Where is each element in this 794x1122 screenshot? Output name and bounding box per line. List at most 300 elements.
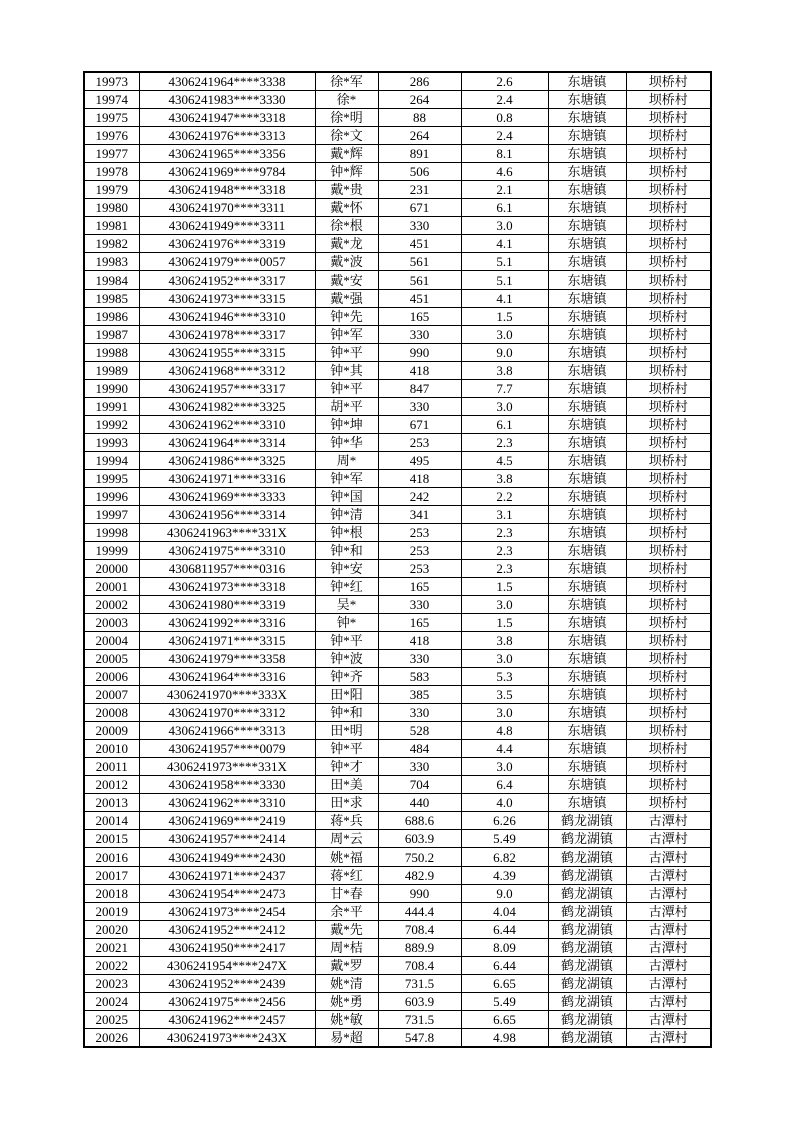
- table-row: [84, 487, 711, 505]
- cell-masked-name: 钟*平: [315, 379, 378, 397]
- cell-amount-value: 731.5: [378, 974, 461, 992]
- cell-amount-value: 418: [378, 632, 461, 650]
- cell-masked-id-number: 4306241962****3310: [139, 794, 315, 812]
- cell-village-name: 坝桥村: [626, 145, 711, 163]
- cell-masked-name: 姚*敏: [315, 1010, 378, 1028]
- table-row: [84, 794, 711, 812]
- table-row: [84, 91, 711, 109]
- cell-serial-number: 20003: [84, 614, 139, 632]
- cell-serial-number: 20019: [84, 902, 139, 920]
- cell-amount-value: 561: [378, 271, 461, 289]
- cell-amount-value: 990: [378, 343, 461, 361]
- cell-town-name: 东塘镇: [548, 199, 626, 217]
- cell-village-name: 坝桥村: [626, 686, 711, 704]
- cell-masked-id-number: 4306241957****3317: [139, 379, 315, 397]
- cell-town-name: 东塘镇: [548, 614, 626, 632]
- table-row: [84, 938, 711, 956]
- table-row: [84, 884, 711, 902]
- cell-masked-name: 姚*清: [315, 974, 378, 992]
- cell-masked-name: 钟*: [315, 614, 378, 632]
- cell-area-value: 5.49: [461, 830, 548, 848]
- cell-masked-name: 田*求: [315, 794, 378, 812]
- cell-village-name: 古潭村: [626, 938, 711, 956]
- cell-village-name: 坝桥村: [626, 668, 711, 686]
- cell-masked-name: 钟*和: [315, 704, 378, 722]
- cell-amount-value: 330: [378, 217, 461, 235]
- cell-area-value: 2.4: [461, 127, 548, 145]
- cell-serial-number: 19992: [84, 415, 139, 433]
- cell-village-name: 坝桥村: [626, 704, 711, 722]
- cell-amount-value: 418: [378, 361, 461, 379]
- cell-village-name: 坝桥村: [626, 397, 711, 415]
- cell-serial-number: 19991: [84, 397, 139, 415]
- table-row: [84, 145, 711, 163]
- cell-masked-id-number: 4306241973****331X: [139, 758, 315, 776]
- cell-masked-name: 戴*贵: [315, 181, 378, 199]
- cell-area-value: 4.39: [461, 866, 548, 884]
- cell-masked-name: 周*桔: [315, 938, 378, 956]
- cell-masked-id-number: 4306241952****3317: [139, 271, 315, 289]
- cell-amount-value: 704: [378, 776, 461, 794]
- table-row: [84, 686, 711, 704]
- cell-area-value: 3.0: [461, 596, 548, 614]
- cell-amount-value: 750.2: [378, 848, 461, 866]
- cell-area-value: 3.0: [461, 704, 548, 722]
- cell-village-name: 古潭村: [626, 992, 711, 1010]
- cell-village-name: 坝桥村: [626, 307, 711, 325]
- cell-amount-value: 561: [378, 253, 461, 271]
- cell-amount-value: 231: [378, 181, 461, 199]
- cell-area-value: 4.04: [461, 902, 548, 920]
- cell-amount-value: 889.9: [378, 938, 461, 956]
- cell-masked-id-number: 4306241975****2456: [139, 992, 315, 1010]
- cell-masked-name: 周*云: [315, 830, 378, 848]
- cell-village-name: 坝桥村: [626, 163, 711, 181]
- cell-masked-name: 戴*辉: [315, 145, 378, 163]
- table-row: [84, 469, 711, 487]
- cell-serial-number: 20023: [84, 974, 139, 992]
- cell-area-value: 8.09: [461, 938, 548, 956]
- cell-area-value: 4.1: [461, 289, 548, 307]
- cell-amount-value: 444.4: [378, 902, 461, 920]
- table-row: [84, 812, 711, 830]
- cell-masked-name: 戴*先: [315, 920, 378, 938]
- cell-area-value: 6.44: [461, 920, 548, 938]
- cell-village-name: 坝桥村: [626, 523, 711, 541]
- cell-amount-value: 495: [378, 451, 461, 469]
- table-row: [84, 379, 711, 397]
- cell-serial-number: 20018: [84, 884, 139, 902]
- cell-town-name: 东塘镇: [548, 578, 626, 596]
- cell-serial-number: 19974: [84, 91, 139, 109]
- cell-village-name: 坝桥村: [626, 578, 711, 596]
- cell-town-name: 鹤龙湖镇: [548, 974, 626, 992]
- cell-town-name: 鹤龙湖镇: [548, 848, 626, 866]
- cell-serial-number: 19975: [84, 109, 139, 127]
- cell-area-value: 6.44: [461, 956, 548, 974]
- cell-area-value: 4.1: [461, 235, 548, 253]
- table-row: [84, 235, 711, 253]
- cell-village-name: 坝桥村: [626, 433, 711, 451]
- cell-masked-id-number: 4306241952****2439: [139, 974, 315, 992]
- table-row: [84, 1010, 711, 1028]
- cell-town-name: 东塘镇: [548, 325, 626, 343]
- cell-amount-value: 253: [378, 559, 461, 577]
- cell-area-value: 6.82: [461, 848, 548, 866]
- cell-masked-id-number: 4306241950****2417: [139, 938, 315, 956]
- cell-area-value: 2.3: [461, 541, 548, 559]
- cell-amount-value: 484: [378, 740, 461, 758]
- table-row: [84, 199, 711, 217]
- cell-masked-id-number: 4306241973****2454: [139, 902, 315, 920]
- table-row: [84, 956, 711, 974]
- cell-town-name: 东塘镇: [548, 307, 626, 325]
- cell-area-value: 3.8: [461, 469, 548, 487]
- cell-masked-id-number: 4306241965****3356: [139, 145, 315, 163]
- table-row: [84, 848, 711, 866]
- cell-masked-id-number: 4306241954****247X: [139, 956, 315, 974]
- cell-masked-id-number: 4306241954****2473: [139, 884, 315, 902]
- cell-area-value: 8.1: [461, 145, 548, 163]
- cell-masked-name: 钟*先: [315, 307, 378, 325]
- cell-town-name: 东塘镇: [548, 163, 626, 181]
- cell-town-name: 鹤龙湖镇: [548, 884, 626, 902]
- cell-village-name: 坝桥村: [626, 217, 711, 235]
- cell-masked-name: 钟*才: [315, 758, 378, 776]
- table-row: [84, 722, 711, 740]
- cell-serial-number: 20002: [84, 596, 139, 614]
- cell-masked-id-number: 4306241969****3333: [139, 487, 315, 505]
- cell-masked-name: 徐*军: [315, 72, 378, 91]
- cell-amount-value: 418: [378, 469, 461, 487]
- cell-town-name: 鹤龙湖镇: [548, 938, 626, 956]
- cell-masked-name: 钟*波: [315, 650, 378, 668]
- table-row: [84, 596, 711, 614]
- cell-masked-name: 钟*军: [315, 469, 378, 487]
- cell-village-name: 坝桥村: [626, 109, 711, 127]
- cell-masked-id-number: 4306241957****0079: [139, 740, 315, 758]
- cell-masked-name: 周*: [315, 451, 378, 469]
- cell-masked-name: 钟*华: [315, 433, 378, 451]
- cell-masked-id-number: 4306241969****2419: [139, 812, 315, 830]
- cell-area-value: 2.6: [461, 72, 548, 91]
- cell-area-value: 6.26: [461, 812, 548, 830]
- cell-amount-value: 731.5: [378, 1010, 461, 1028]
- cell-amount-value: 242: [378, 487, 461, 505]
- table-row: [84, 289, 711, 307]
- cell-town-name: 东塘镇: [548, 235, 626, 253]
- cell-town-name: 东塘镇: [548, 397, 626, 415]
- cell-serial-number: 20005: [84, 650, 139, 668]
- table-row: [84, 614, 711, 632]
- cell-village-name: 坝桥村: [626, 632, 711, 650]
- cell-serial-number: 20015: [84, 830, 139, 848]
- cell-masked-name: 戴*强: [315, 289, 378, 307]
- table-row: [84, 974, 711, 992]
- table-row: [84, 415, 711, 433]
- cell-masked-id-number: 4306241979****0057: [139, 253, 315, 271]
- table-row: [84, 505, 711, 523]
- cell-serial-number: 19979: [84, 181, 139, 199]
- cell-area-value: 2.4: [461, 91, 548, 109]
- cell-serial-number: 20013: [84, 794, 139, 812]
- cell-serial-number: 19995: [84, 469, 139, 487]
- cell-serial-number: 19980: [84, 199, 139, 217]
- cell-masked-id-number: 4306241971****3316: [139, 469, 315, 487]
- cell-serial-number: 20025: [84, 1010, 139, 1028]
- cell-serial-number: 19982: [84, 235, 139, 253]
- cell-village-name: 坝桥村: [626, 91, 711, 109]
- table-row: [84, 920, 711, 938]
- cell-town-name: 东塘镇: [548, 181, 626, 199]
- cell-village-name: 古潭村: [626, 830, 711, 848]
- cell-masked-name: 钟*和: [315, 541, 378, 559]
- cell-town-name: 东塘镇: [548, 72, 626, 91]
- cell-serial-number: 20007: [84, 686, 139, 704]
- cell-village-name: 古潭村: [626, 812, 711, 830]
- cell-masked-id-number: 4306241970****3311: [139, 199, 315, 217]
- cell-masked-name: 戴*罗: [315, 956, 378, 974]
- cell-serial-number: 19997: [84, 505, 139, 523]
- cell-masked-id-number: 4306241973****3315: [139, 289, 315, 307]
- cell-masked-name: 钟*国: [315, 487, 378, 505]
- cell-masked-id-number: 4306241962****3310: [139, 415, 315, 433]
- table-row: [84, 163, 711, 181]
- cell-town-name: 东塘镇: [548, 794, 626, 812]
- cell-masked-id-number: 4306241969****9784: [139, 163, 315, 181]
- cell-village-name: 坝桥村: [626, 325, 711, 343]
- table-row: [84, 271, 711, 289]
- cell-amount-value: 88: [378, 109, 461, 127]
- cell-village-name: 坝桥村: [626, 415, 711, 433]
- cell-village-name: 坝桥村: [626, 541, 711, 559]
- cell-village-name: 坝桥村: [626, 271, 711, 289]
- cell-town-name: 东塘镇: [548, 109, 626, 127]
- cell-masked-name: 易*超: [315, 1028, 378, 1047]
- cell-amount-value: 385: [378, 686, 461, 704]
- cell-village-name: 坝桥村: [626, 505, 711, 523]
- cell-town-name: 东塘镇: [548, 668, 626, 686]
- cell-masked-id-number: 4306241968****3312: [139, 361, 315, 379]
- cell-village-name: 坝桥村: [626, 72, 711, 91]
- cell-area-value: 6.65: [461, 974, 548, 992]
- cell-town-name: 东塘镇: [548, 289, 626, 307]
- cell-area-value: 3.5: [461, 686, 548, 704]
- cell-masked-id-number: 4306241964****3314: [139, 433, 315, 451]
- cell-town-name: 东塘镇: [548, 505, 626, 523]
- cell-town-name: 东塘镇: [548, 541, 626, 559]
- cell-serial-number: 20026: [84, 1028, 139, 1047]
- cell-amount-value: 506: [378, 163, 461, 181]
- cell-masked-id-number: 4306241980****3319: [139, 596, 315, 614]
- cell-amount-value: 708.4: [378, 956, 461, 974]
- cell-amount-value: 253: [378, 433, 461, 451]
- cell-town-name: 东塘镇: [548, 91, 626, 109]
- cell-masked-name: 蒋*红: [315, 866, 378, 884]
- cell-village-name: 坝桥村: [626, 181, 711, 199]
- cell-masked-id-number: 4306241983****3330: [139, 91, 315, 109]
- cell-town-name: 鹤龙湖镇: [548, 956, 626, 974]
- cell-masked-name: 钟*平: [315, 740, 378, 758]
- cell-masked-name: 田*阳: [315, 686, 378, 704]
- cell-area-value: 0.8: [461, 109, 548, 127]
- cell-area-value: 7.7: [461, 379, 548, 397]
- cell-serial-number: 19973: [84, 72, 139, 91]
- cell-masked-id-number: 4306241986****3325: [139, 451, 315, 469]
- cell-serial-number: 20024: [84, 992, 139, 1010]
- cell-area-value: 2.3: [461, 433, 548, 451]
- cell-town-name: 东塘镇: [548, 776, 626, 794]
- cell-amount-value: 440: [378, 794, 461, 812]
- cell-village-name: 坝桥村: [626, 559, 711, 577]
- table-row: [84, 866, 711, 884]
- cell-serial-number: 20014: [84, 812, 139, 830]
- cell-area-value: 4.5: [461, 451, 548, 469]
- table-row: [84, 181, 711, 199]
- cell-masked-id-number: 4306241970****3312: [139, 704, 315, 722]
- table-row: [84, 325, 711, 343]
- cell-serial-number: 19999: [84, 541, 139, 559]
- cell-serial-number: 20012: [84, 776, 139, 794]
- cell-serial-number: 20008: [84, 704, 139, 722]
- cell-village-name: 坝桥村: [626, 451, 711, 469]
- cell-amount-value: 482.9: [378, 866, 461, 884]
- cell-masked-name: 钟*其: [315, 361, 378, 379]
- cell-village-name: 坝桥村: [626, 596, 711, 614]
- cell-serial-number: 20016: [84, 848, 139, 866]
- cell-masked-id-number: 4306241976****3319: [139, 235, 315, 253]
- cell-amount-value: 330: [378, 397, 461, 415]
- cell-area-value: 5.3: [461, 668, 548, 686]
- cell-masked-name: 徐*明: [315, 109, 378, 127]
- cell-village-name: 坝桥村: [626, 235, 711, 253]
- cell-serial-number: 20010: [84, 740, 139, 758]
- cell-amount-value: 603.9: [378, 830, 461, 848]
- cell-serial-number: 20001: [84, 578, 139, 596]
- cell-town-name: 鹤龙湖镇: [548, 866, 626, 884]
- cell-village-name: 坝桥村: [626, 289, 711, 307]
- cell-area-value: 9.0: [461, 884, 548, 902]
- cell-serial-number: 19987: [84, 325, 139, 343]
- cell-town-name: 东塘镇: [548, 758, 626, 776]
- cell-masked-name: 钟*齐: [315, 668, 378, 686]
- cell-town-name: 鹤龙湖镇: [548, 1010, 626, 1028]
- cell-area-value: 6.1: [461, 199, 548, 217]
- cell-masked-id-number: 4306241949****3311: [139, 217, 315, 235]
- cell-area-value: 4.6: [461, 163, 548, 181]
- cell-amount-value: 341: [378, 505, 461, 523]
- cell-town-name: 东塘镇: [548, 722, 626, 740]
- cell-masked-id-number: 4306241957****2414: [139, 830, 315, 848]
- cell-amount-value: 264: [378, 91, 461, 109]
- cell-masked-id-number: 4306241976****3313: [139, 127, 315, 145]
- cell-village-name: 坝桥村: [626, 361, 711, 379]
- cell-town-name: 鹤龙湖镇: [548, 992, 626, 1010]
- cell-masked-name: 钟*辉: [315, 163, 378, 181]
- table-row: [84, 307, 711, 325]
- cell-amount-value: 165: [378, 614, 461, 632]
- cell-amount-value: 847: [378, 379, 461, 397]
- table-row: [84, 830, 711, 848]
- cell-serial-number: 20004: [84, 632, 139, 650]
- cell-serial-number: 19989: [84, 361, 139, 379]
- cell-village-name: 坝桥村: [626, 758, 711, 776]
- cell-area-value: 9.0: [461, 343, 548, 361]
- table-row: [84, 253, 711, 271]
- cell-serial-number: 20021: [84, 938, 139, 956]
- cell-village-name: 古潭村: [626, 956, 711, 974]
- cell-area-value: 5.1: [461, 271, 548, 289]
- cell-area-value: 3.8: [461, 361, 548, 379]
- cell-amount-value: 286: [378, 72, 461, 91]
- cell-masked-id-number: 4306241955****3315: [139, 343, 315, 361]
- cell-area-value: 1.5: [461, 614, 548, 632]
- cell-village-name: 坝桥村: [626, 253, 711, 271]
- cell-masked-name: 田*美: [315, 776, 378, 794]
- table-row: [84, 632, 711, 650]
- cell-masked-id-number: 4306241978****3317: [139, 325, 315, 343]
- cell-serial-number: 20022: [84, 956, 139, 974]
- cell-amount-value: 583: [378, 668, 461, 686]
- cell-amount-value: 165: [378, 307, 461, 325]
- cell-serial-number: 19986: [84, 307, 139, 325]
- cell-village-name: 古潭村: [626, 974, 711, 992]
- cell-masked-name: 姚*勇: [315, 992, 378, 1010]
- cell-area-value: 3.0: [461, 397, 548, 415]
- cell-area-value: 6.65: [461, 1010, 548, 1028]
- cell-amount-value: 330: [378, 325, 461, 343]
- cell-masked-id-number: 4306241956****3314: [139, 505, 315, 523]
- table-row: [84, 541, 711, 559]
- table-row: [84, 650, 711, 668]
- cell-area-value: 3.0: [461, 217, 548, 235]
- cell-town-name: 鹤龙湖镇: [548, 830, 626, 848]
- cell-serial-number: 20006: [84, 668, 139, 686]
- table-row: [84, 127, 711, 145]
- cell-masked-name: 钟*根: [315, 523, 378, 541]
- cell-area-value: 4.98: [461, 1028, 548, 1047]
- cell-town-name: 鹤龙湖镇: [548, 902, 626, 920]
- cell-village-name: 坝桥村: [626, 199, 711, 217]
- table-row: [84, 109, 711, 127]
- cell-serial-number: 19981: [84, 217, 139, 235]
- cell-masked-name: 戴*波: [315, 253, 378, 271]
- cell-town-name: 东塘镇: [548, 740, 626, 758]
- cell-serial-number: 20000: [84, 559, 139, 577]
- table-row: [84, 668, 711, 686]
- table-row: [84, 758, 711, 776]
- cell-masked-name: 钟*红: [315, 578, 378, 596]
- cell-village-name: 古潭村: [626, 920, 711, 938]
- table-row: [84, 523, 711, 541]
- cell-area-value: 3.8: [461, 632, 548, 650]
- cell-village-name: 坝桥村: [626, 776, 711, 794]
- cell-village-name: 古潭村: [626, 848, 711, 866]
- table-row: [84, 217, 711, 235]
- table-row: [84, 451, 711, 469]
- cell-village-name: 坝桥村: [626, 343, 711, 361]
- cell-amount-value: 603.9: [378, 992, 461, 1010]
- cell-masked-id-number: 4306811957****0316: [139, 559, 315, 577]
- cell-serial-number: 19998: [84, 523, 139, 541]
- cell-amount-value: 264: [378, 127, 461, 145]
- cell-area-value: 5.49: [461, 992, 548, 1010]
- cell-town-name: 东塘镇: [548, 271, 626, 289]
- cell-amount-value: 451: [378, 289, 461, 307]
- table-row: [84, 1028, 711, 1047]
- cell-village-name: 坝桥村: [626, 469, 711, 487]
- cell-masked-name: 钟*安: [315, 559, 378, 577]
